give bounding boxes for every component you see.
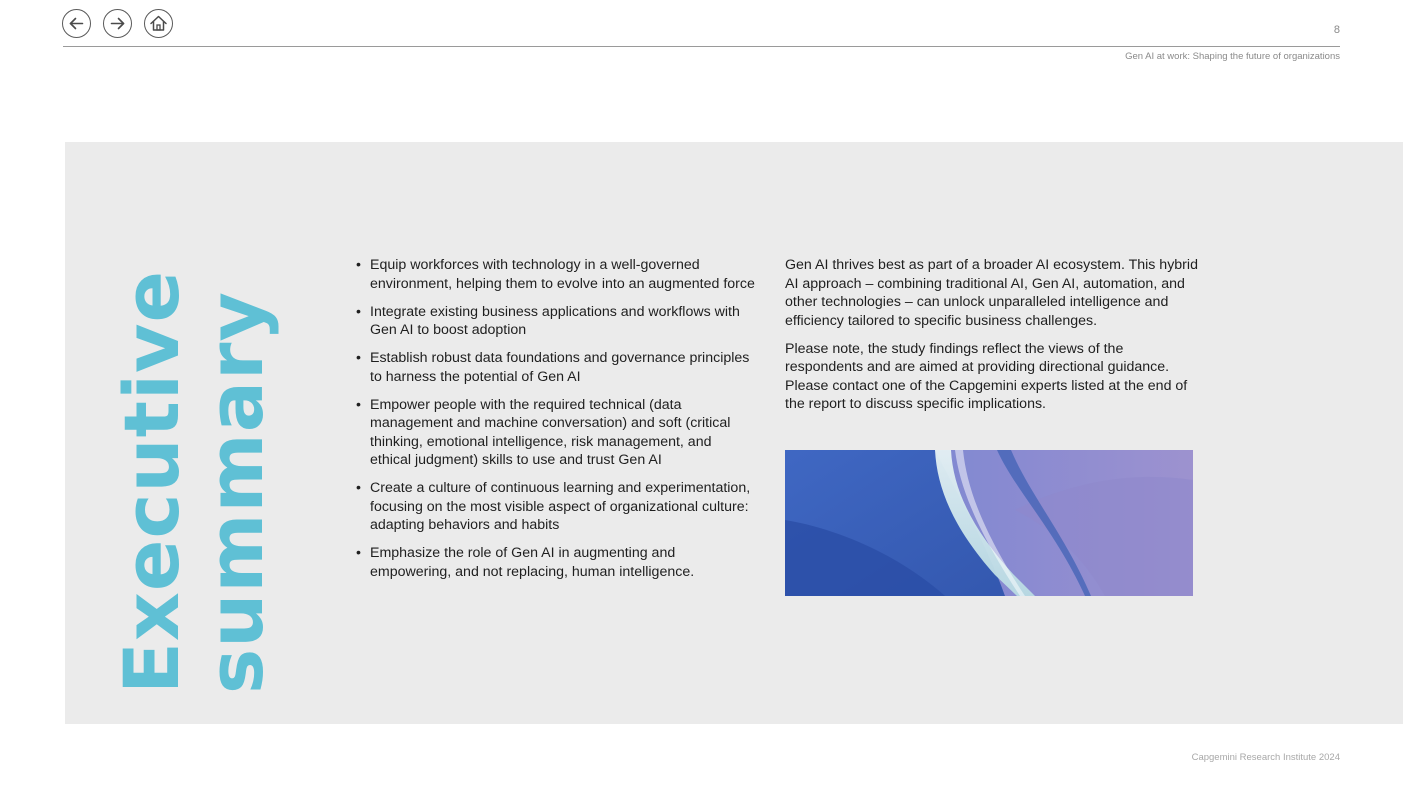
list-item: • Integrate existing business applications and workflows with Gen AI to boost adoption bbox=[356, 303, 756, 340]
home-icon bbox=[149, 14, 168, 33]
paragraph-disclaimer: Please note, the study findings reflect the views of the respondents and are aimed at providing directional guidance. Please contact one of the Capgemini experts listed at the end of the report to discuss specific implications. bbox=[785, 340, 1188, 412]
list-item: • Emphasize the role of Gen AI in augmenting and empowering, and not replacing, human intelligence. bbox=[356, 544, 756, 581]
page-navigation bbox=[62, 9, 173, 38]
section-title-line-2: summary bbox=[191, 290, 280, 694]
abstract-shapes bbox=[785, 450, 1193, 596]
section-title bbox=[107, 269, 280, 694]
list-item: • Establish robust data foundations and governance principles to harness the potential of Gen AI bbox=[356, 349, 756, 386]
list-item: • Create a culture of continuous learning and experimentation, focusing on the most visible aspect of organizational culture: adapting behaviors and habits bbox=[356, 479, 756, 535]
running-title: Gen AI at work: Shaping the future of organizations bbox=[1125, 51, 1340, 62]
list-item: • Empower people with the required technical (data management and machine conversation) and soft (critical thinking, emotional intelligence, risk management, and ethical judgment) skills to use and trust Gen AI bbox=[356, 396, 756, 470]
home-button[interactable] bbox=[144, 9, 173, 38]
header-divider bbox=[63, 46, 1340, 47]
list-item: • Equip workforces with technology in a well-governed environment, helping them to evolve into an augmented force bbox=[356, 256, 756, 293]
arrow-left-icon bbox=[68, 15, 85, 32]
footer-credit: Capgemini Research Institute 2024 bbox=[1191, 752, 1340, 763]
paragraph-ecosystem: Gen AI thrives best as part of a broader AI ecosystem. This hybrid AI approach – combining traditional AI, Gen AI, automation, and other technologies – can unlock unparalleled intelligence and efficiency tailored to specific business challenges. bbox=[785, 257, 1198, 329]
abstract-image bbox=[785, 450, 1193, 596]
recommendation-list bbox=[356, 256, 756, 591]
arrow-right-icon bbox=[109, 15, 126, 32]
forward-button[interactable] bbox=[103, 9, 132, 38]
back-button[interactable] bbox=[62, 9, 91, 38]
section-title-line-1: Executive bbox=[107, 269, 196, 694]
summary-text bbox=[785, 256, 1200, 423]
page-number: 8 bbox=[1333, 24, 1340, 36]
